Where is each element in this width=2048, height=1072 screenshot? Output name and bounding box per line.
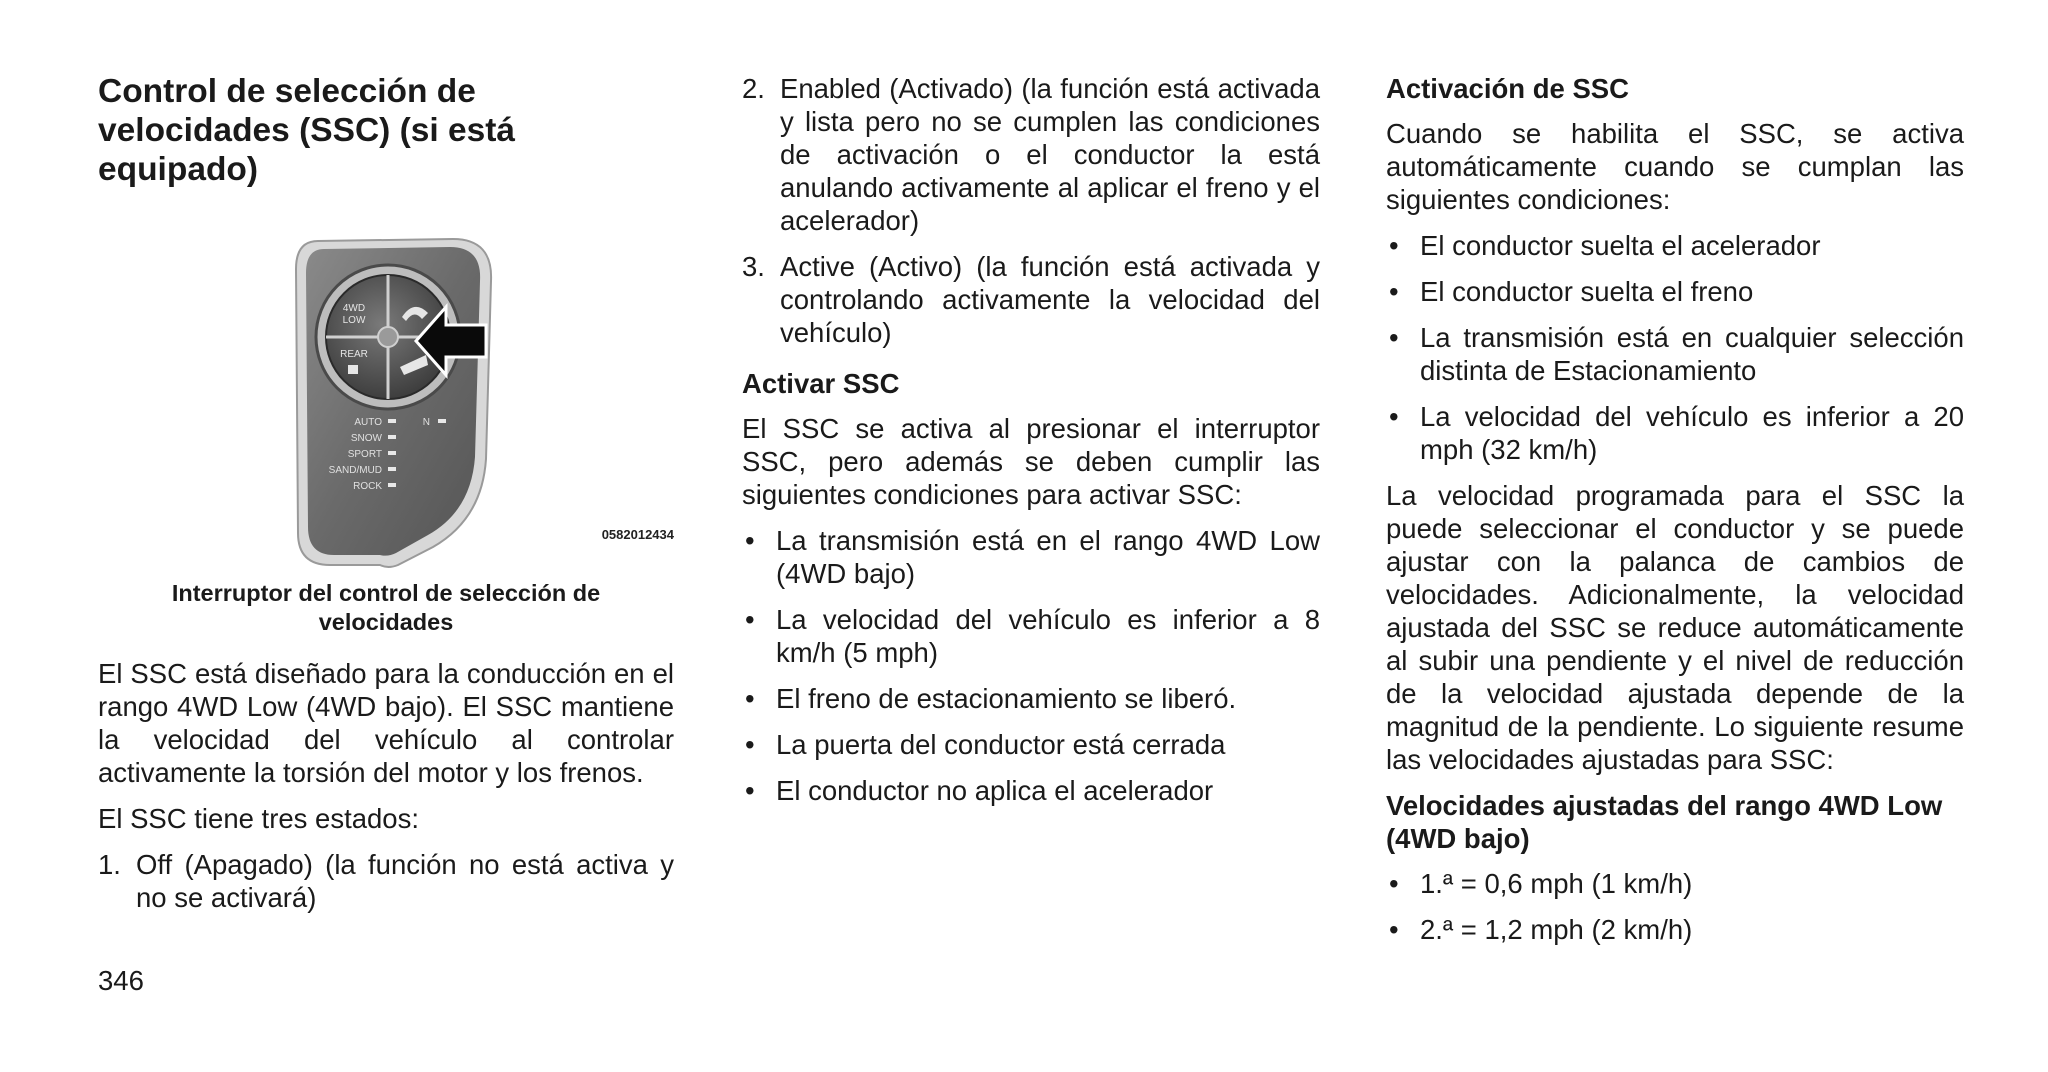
bullet-icon: •: [1389, 322, 1399, 353]
indicator-snow: [388, 435, 396, 439]
page-number: 346: [98, 965, 144, 996]
list-item: [742, 774, 1320, 807]
indicator-sport: [388, 451, 396, 455]
list-text: La velocidad del vehículo es inferior a 20 mph (32 km/h): [1420, 401, 1964, 465]
indicator-rock: [388, 483, 396, 487]
list-text: Enabled (Activado) (la función está activada y lista pero no se cumplen las condiciones de activación o el conductor la está anulando activamente al aplicar el freno y el acelerador): [780, 73, 1320, 236]
indicator-n: [438, 419, 446, 423]
column-1: [98, 72, 674, 914]
heading-activacion-ssc: Activación de SSC: [1386, 73, 1629, 104]
auto-activation-paragraph: Cuando se habilita el SSC, se activa automáticamente cuando se cumplan las siguientes condiciones:: [1386, 118, 1964, 215]
mode-n: N: [422, 417, 430, 428]
knob-center: [378, 327, 398, 347]
column-3: [1386, 72, 1964, 959]
bullet-icon: •: [745, 683, 755, 714]
lock-icon: [348, 365, 358, 374]
list-item: [1386, 913, 1964, 946]
btn-label-low: LOW: [342, 315, 366, 326]
list-number: 2.: [742, 73, 765, 104]
list-text: El conductor no aplica el acelerador: [776, 775, 1214, 806]
list-item: [1386, 275, 1964, 308]
list-item: [1386, 229, 1964, 262]
mode-snow: SNOW: [350, 433, 382, 444]
list-item: [1386, 321, 1964, 387]
states-intro: El SSC tiene tres estados:: [98, 803, 419, 834]
list-item: [98, 848, 674, 914]
set-speeds-list: [1386, 867, 1964, 946]
list-text: Active (Activo) (la función está activada y controlando activamente la velocidad del vehículo): [780, 251, 1320, 348]
list-text: Off (Apagado) (la función no está activa y no se activará): [136, 849, 674, 913]
bullet-icon: •: [745, 525, 755, 556]
ssc-switch-figure: [98, 229, 674, 569]
bullet-icon: •: [1389, 914, 1399, 945]
states-list-part2: [742, 72, 1320, 349]
auto-activation-list: [1386, 229, 1964, 466]
indicator-auto: [388, 419, 396, 423]
list-text: 1.ª = 0,6 mph (1 km/h): [1420, 868, 1693, 899]
column-2: [742, 72, 1320, 820]
indicator-sandmud: [388, 467, 396, 471]
list-item: [1386, 867, 1964, 900]
states-list-part1: [98, 848, 674, 914]
btn-label-rear: REAR: [340, 349, 368, 360]
list-text: El conductor suelta el acelerador: [1420, 230, 1821, 261]
list-item: [742, 524, 1320, 590]
figure-caption: Interruptor del control de selección de velocidades: [171, 580, 601, 635]
list-item: [1386, 400, 1964, 466]
heading-activar-ssc: Activar SSC: [742, 368, 900, 399]
bullet-icon: •: [1389, 276, 1399, 307]
mode-rock: ROCK: [353, 481, 382, 492]
heading-set-speeds: Velocidades ajustadas del rango 4WD Low (4WD bajo): [1386, 790, 1943, 854]
bullet-icon: •: [1389, 868, 1399, 899]
bullet-icon: •: [1389, 401, 1399, 432]
activation-conditions-list: [742, 524, 1320, 807]
list-text: La puerta del conductor está cerrada: [776, 729, 1226, 760]
list-item: [742, 250, 1320, 349]
mode-sandmud: SAND/MUD: [328, 465, 382, 476]
list-item: [742, 603, 1320, 669]
list-text: La velocidad del vehículo es inferior a 8 km/h (5 mph): [776, 604, 1320, 668]
list-text: El freno de estacionamiento se liberó.: [776, 683, 1237, 714]
list-text: La transmisión está en el rango 4WD Low (4WD bajo): [776, 525, 1320, 589]
programmed-speed-paragraph: La velocidad programada para el SSC la puede seleccionar el conductor y se puede ajustar con la palanca de cambios de velocidades. Adicionalmente, la velocidad ajustada del SSC se reduce automáticamente al subir una pendiente y el nivel de reducción de la velocidad ajustada depende de la magnitud de la pendiente. Lo siguiente resume las velocidades ajustadas para SSC:: [1386, 480, 1964, 775]
intro-paragraph: El SSC está diseñado para la conducción en el rango 4WD Low (4WD bajo). El SSC mantiene la velocidad del vehículo al controlar activamente la torsión del motor y los frenos.: [98, 658, 674, 788]
list-number: 3.: [742, 251, 765, 282]
figure-code: 0582012434: [601, 527, 674, 542]
list-item: [742, 72, 1320, 237]
mode-auto: AUTO: [354, 417, 382, 428]
bullet-icon: •: [745, 729, 755, 760]
list-item: [742, 682, 1320, 715]
list-text: El conductor suelta el freno: [1420, 276, 1754, 307]
list-text: La transmisión está en cualquier selección distinta de Estacionamiento: [1420, 322, 1964, 386]
list-text: 2.ª = 1,2 mph (2 km/h): [1420, 914, 1693, 945]
section-title: Control de selección de velocidades (SSC) (si está equipado): [98, 73, 516, 188]
switch-panel-illustration: [98, 229, 674, 569]
list-number: 1.: [98, 849, 121, 880]
btn-label-4wd: 4WD: [342, 303, 366, 314]
bullet-icon: •: [1389, 230, 1399, 261]
mode-sport: SPORT: [347, 449, 382, 460]
bullet-icon: •: [745, 604, 755, 635]
bullet-icon: •: [745, 775, 755, 806]
activation-paragraph: El SSC se activa al presionar el interruptor SSC, pero además se deben cumplir las siguientes condiciones para activar SSC:: [742, 413, 1320, 510]
list-item: [742, 728, 1320, 761]
